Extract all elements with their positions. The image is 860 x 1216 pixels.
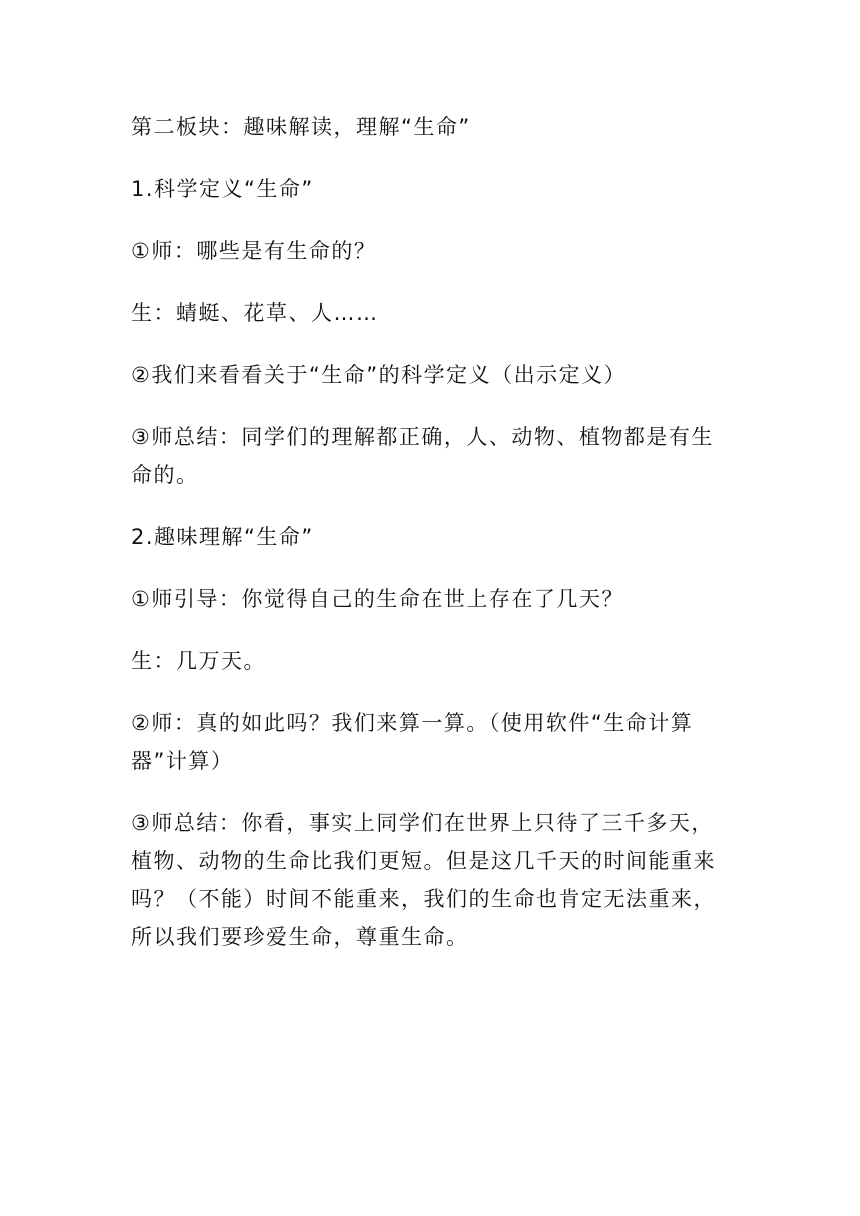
paragraph-definition: ②我们来看看关于“生命”的科学定义（出示定义） (131, 363, 627, 387)
paragraph-teacher-question: ①师：哪些是有生命的？ (131, 239, 377, 263)
paragraph-teacher-guide: ①师引导：你觉得自己的生命在世上存在了几天？ (131, 587, 624, 611)
subsection-heading-1: 1.科学定义“生命” (131, 177, 314, 201)
subsection-heading-2: 2.趣味理解“生命” (131, 525, 314, 549)
document-body (131, 108, 731, 956)
paragraph-student-answer: 生：蜻蜓、花草、人…… (131, 301, 379, 325)
paragraph-teacher-summary-1: ③师总结：同学们的理解都正确，人、动物、植物都是有生命的。 (131, 425, 714, 487)
section-heading: 第二板块：趣味解读，理解“生命” (131, 115, 471, 139)
paragraph-teacher-summary-2: ③师总结：你看，事实上同学们在世界上只待了三千多天，植物、动物的生命比我们更短。但是这几千天的时间能重来吗？（不能）时间不能重来，我们的生命也肯定无法重来，所以我们要珍爱生命，尊重生命。 (131, 811, 716, 949)
paragraph-calculation: ②师：真的如此吗？我们来算一算。（使用软件“生命计算器”计算） (131, 711, 694, 773)
paragraph-student-answer-2: 生：几万天。 (131, 649, 266, 673)
